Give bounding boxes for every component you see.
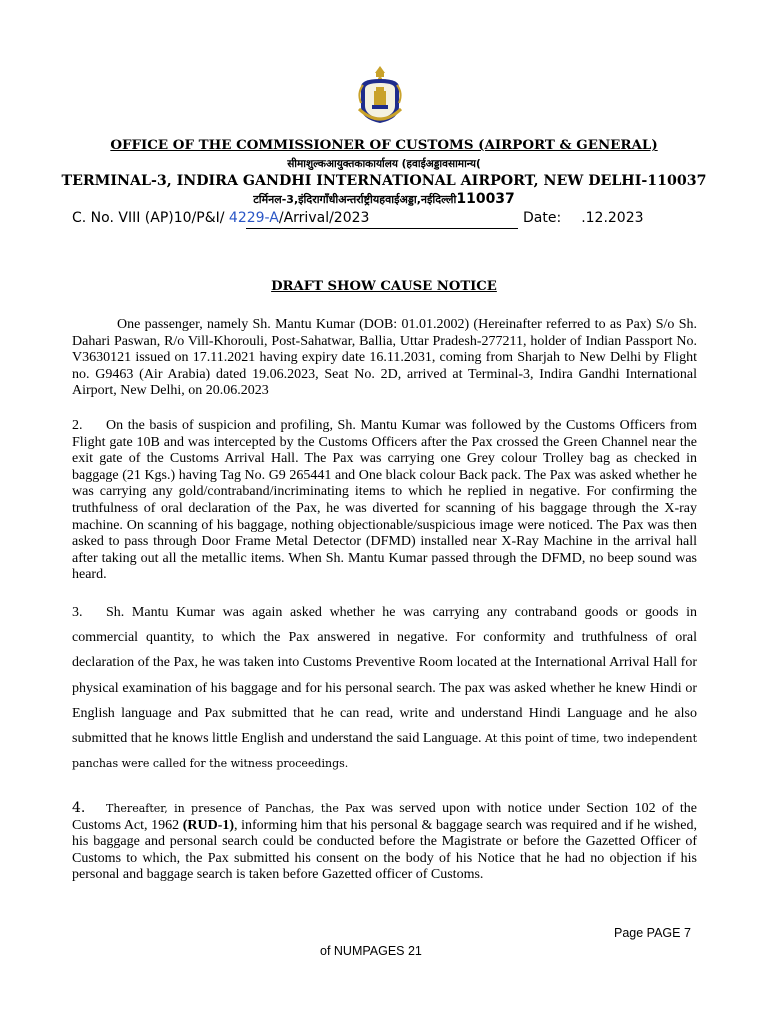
file-reference bbox=[72, 210, 369, 226]
notice-date bbox=[523, 210, 644, 226]
paragraph-4-text-a: was served upon with notice under Section 102 of the Customs Act, 1962 bbox=[72, 801, 697, 833]
office-title-hindi: सीमाशुल्कआयुक्तकाकार्यालय (हवाईअड्डावसामान्य( bbox=[287, 158, 481, 170]
reference-number-link[interactable]: 4229-A bbox=[228, 210, 279, 226]
terminal-address-hindi-text: टर्मिनल-3,इंदिरागाँधीअन्तर्राष्ट्रीयहवाईअड्डा,नईदिल्ली bbox=[253, 193, 457, 206]
paragraph-4-rud-reference: (RUD-1) bbox=[182, 817, 235, 833]
office-title: OFFICE OF THE COMMISSIONER OF CUSTOMS (AIRPORT & GENERAL) bbox=[110, 137, 658, 153]
terminal-pin: 110037 bbox=[456, 191, 515, 207]
paragraph-4-small-text: Thereafter, in presence of Panchas, the Pax bbox=[106, 802, 365, 815]
date-label: Date: bbox=[523, 210, 562, 226]
paragraph-2-text: On the basis of suspicion and profiling, Sh. Mantu Kumar was followed by the Customs Officers from Flight gate 10B and was intercepted by the Customs Officers after the Pax crossed the Green Channel near the exit gate of the Customs Arrival Hall. The Pax was carrying one Grey colour Trolley bag as checked in baggage (21 Kgs.) having Tag No. G9 265441 and One black colour Back pack. The Pax was asked whether he was carrying any gold/contraband/incriminating items to which he replied in negative. For confirming the truthfulness of oral declaration of the Pax, he was diverted for scanning of his baggage through the X-ray machine. On scanning of his baggage, nothing objectionable/suspicious image were noticed. The Pax was then asked to pass through Door Frame Metal Detector (DFMD) installed near X-Ray Machine in the arrival hall after taking out all the metallic items. When Sh. Mantu Kumar passed through the DFMD, no beep sound was heard. bbox=[72, 418, 697, 583]
paragraph-3-number: 3. bbox=[72, 605, 83, 620]
customs-emblem-icon bbox=[349, 63, 411, 127]
paragraph-1-text: One passenger, namely Sh. Mantu Kumar (DOB: 01.01.2002) (Hereinafter referred to as Pax) S/o Sh. Dahari Paswan, R/o Vill-Khorouli, Post-Sahatwar, Ballia, Uttar Pradesh-277211, holder of Indian Passport No. V3630121 issued on 17.11.2021 having expiry date 16.11.2031, coming from Sharjah to New Delhi by Flight no. G9463 (Air Arabia) dated 19.06.2023, Seat No. 2D, arrived at Terminal-3, Indira Gandhi International Airport, New Delhi, on 20.06.2023 bbox=[72, 317, 697, 399]
paragraph-1 bbox=[72, 317, 697, 400]
paragraph-4-number: 4. bbox=[72, 800, 86, 816]
paragraph-2-number: 2. bbox=[72, 418, 83, 433]
reference-underline bbox=[246, 228, 518, 229]
paragraph-4-text-b: , informing him that his personal & baggage search was required and if he wished, his baggage and personal search could be conducted before the Magistrate or before the Gazetted Officer of Customs to which, the Pax submitted his consent on the body of his Notice that he had no objection if his personal and baggage search is taken before Gazetted officer of Customs. bbox=[72, 817, 697, 883]
page-number-field: Page PAGE 7 bbox=[614, 926, 691, 940]
paragraph-3-text: Sh. Mantu Kumar was again asked whether he was carrying any contraband goods or goods in commercial quantity, to which the Pax answered in negative. For conformity and truthfulness of oral declaration of the Pax, he was taken into Customs Preventive Room located at the International Arrival Hall for physical examination of his baggage and for his personal search. The pax was asked whether he knew Hindi or English language and Pax submitted that he can read, write and understand Hindi Language and he also submitted that he knows little English and understand the said Language. bbox=[72, 605, 697, 747]
paragraph-3 bbox=[72, 600, 697, 776]
paragraph-4 bbox=[72, 800, 697, 884]
terminal-address: TERMINAL-3, INDIRA GANDHI INTERNATIONAL AIRPORT, NEW DELHI-110037 bbox=[61, 173, 707, 189]
document-title: DRAFT SHOW CAUSE NOTICE bbox=[271, 279, 497, 294]
total-pages-field: of NUMPAGES 21 bbox=[320, 944, 422, 958]
reference-suffix: /Arrival/2023 bbox=[278, 210, 370, 226]
paragraph-3-small-text: At this point of time, two independent panchas were called for the witness proceedings. bbox=[72, 732, 697, 771]
date-value: .12.2023 bbox=[581, 210, 644, 226]
terminal-address-hindi bbox=[0, 191, 768, 207]
reference-prefix: C. No. VIII (AP)10/P&I/ bbox=[72, 210, 229, 226]
paragraph-2 bbox=[72, 418, 697, 584]
